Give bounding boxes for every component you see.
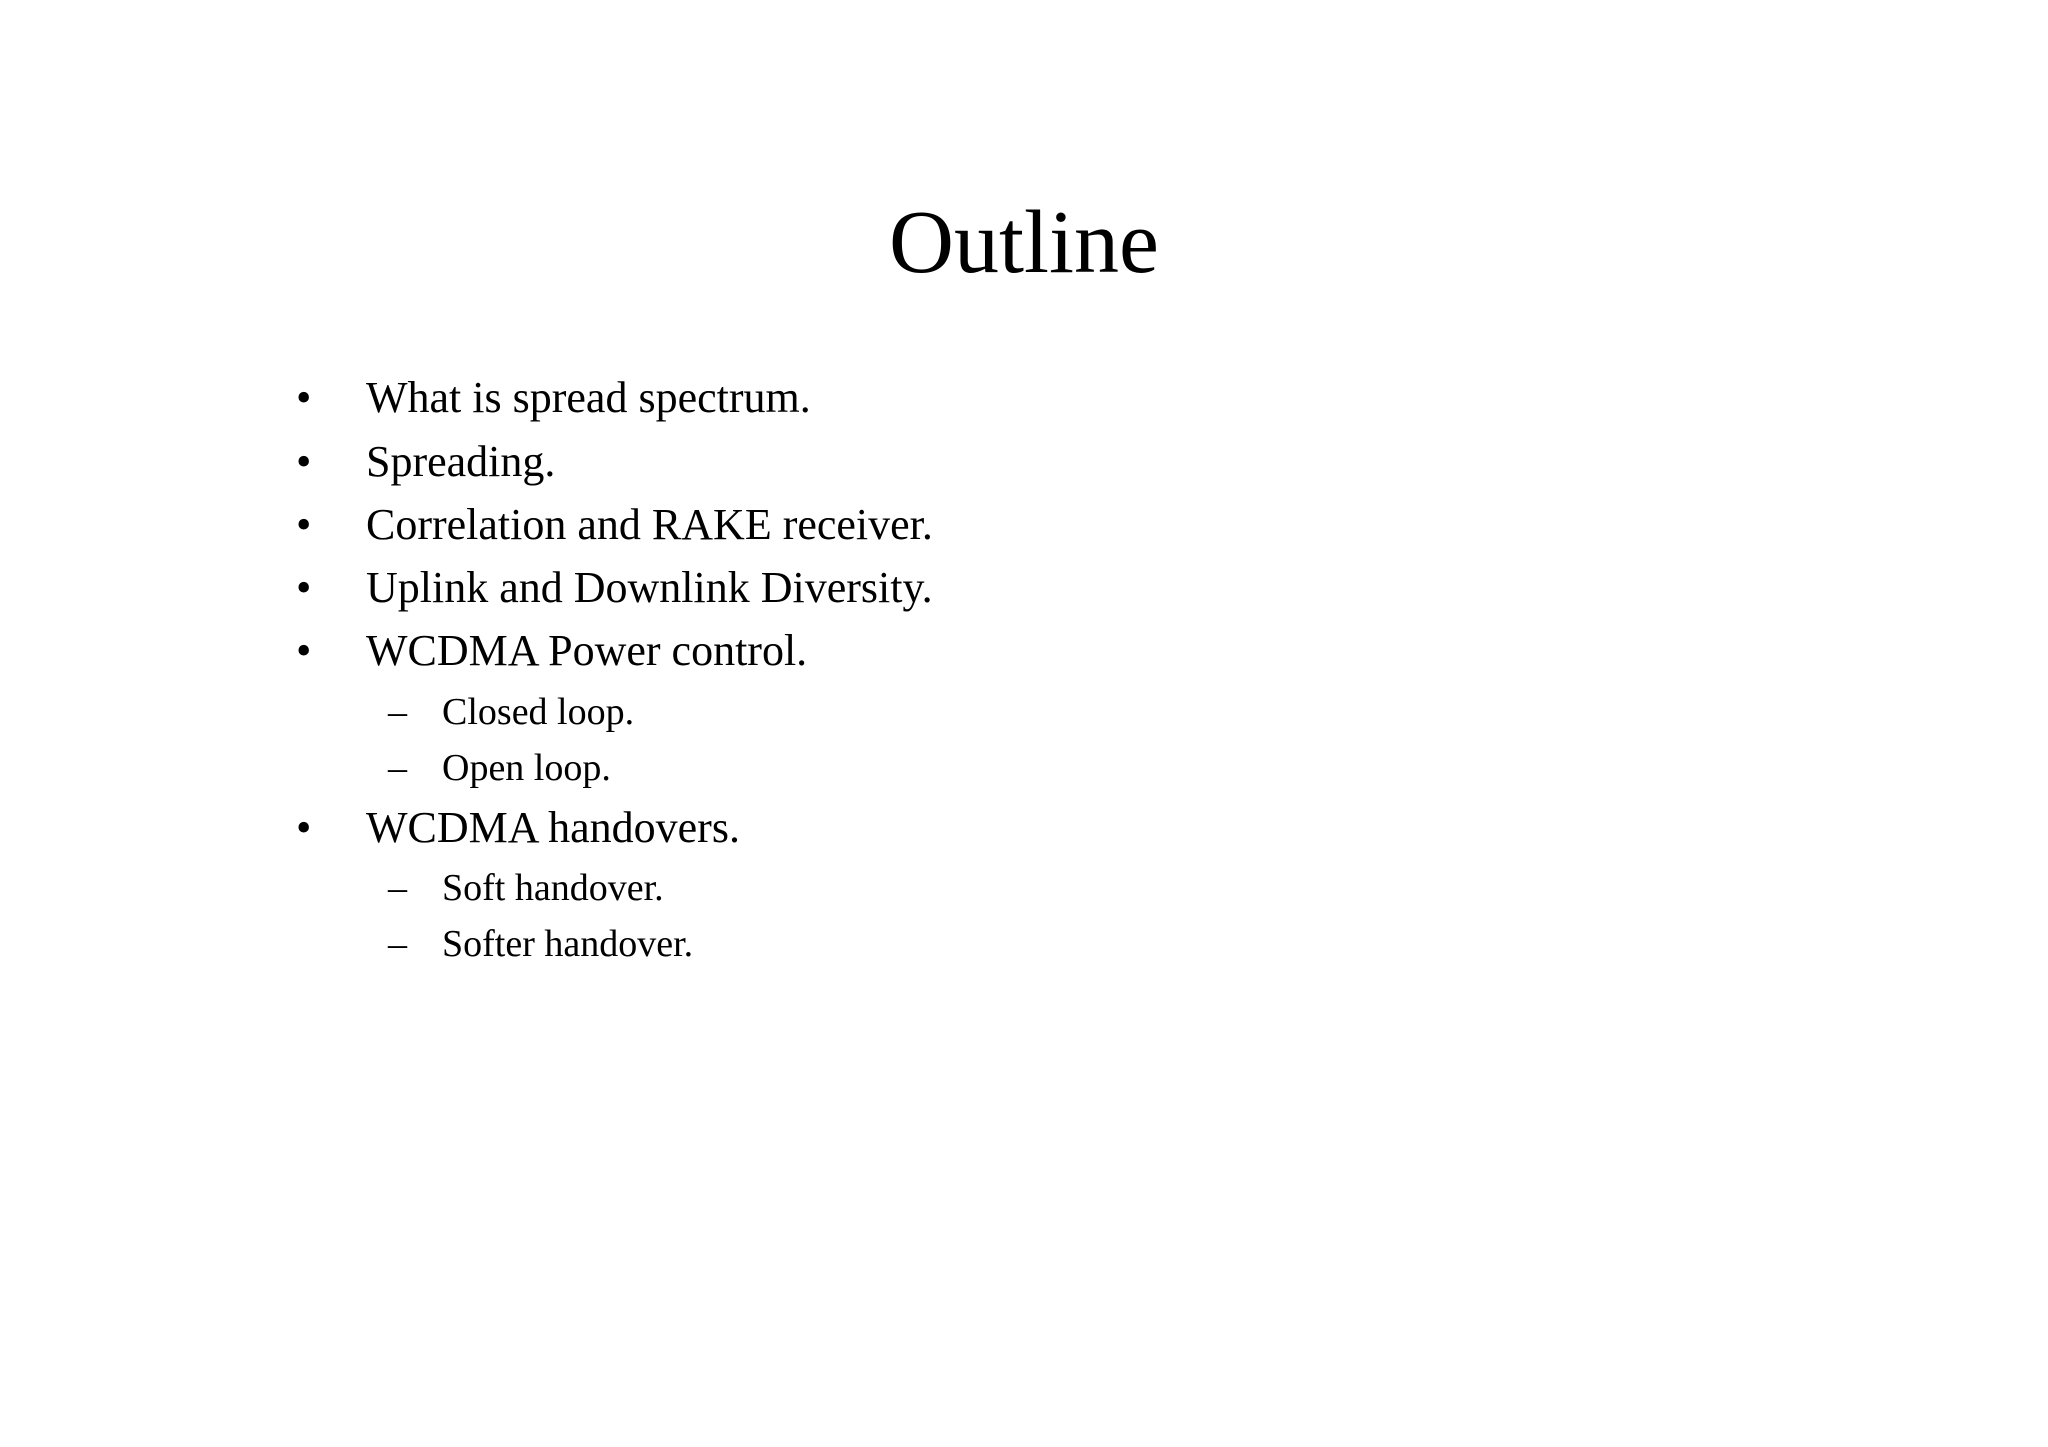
bullet-marker: • — [296, 500, 312, 549]
slide-title: Outline — [889, 193, 1159, 292]
outline-item-text: Uplink and Downlink Diversity. — [366, 563, 933, 612]
bullet-marker: • — [296, 437, 312, 486]
outline-item-text: What is spread spectrum. — [366, 373, 811, 422]
outline-item-text: Spreading. — [366, 437, 556, 486]
outline-item-text: WCDMA Power control. — [366, 626, 808, 675]
outline-item-text: Correlation and RAKE receiver. — [366, 500, 933, 549]
bullet-marker: • — [296, 803, 312, 852]
outline-subitem-text: Closed loop. — [442, 691, 635, 733]
dash-marker: – — [388, 923, 407, 965]
bullet-marker: • — [296, 563, 312, 612]
dash-marker: – — [388, 747, 407, 789]
dash-marker: – — [388, 867, 407, 909]
bullet-marker: • — [296, 626, 312, 675]
outline-subitem-text: Open loop. — [442, 747, 611, 789]
bullet-marker: • — [296, 373, 312, 422]
outline-subitem-text: Softer handover. — [442, 923, 694, 965]
outline-subitem-text: Soft handover. — [442, 867, 664, 909]
dash-marker: – — [388, 691, 407, 733]
outline-item-text: WCDMA handovers. — [366, 803, 740, 852]
